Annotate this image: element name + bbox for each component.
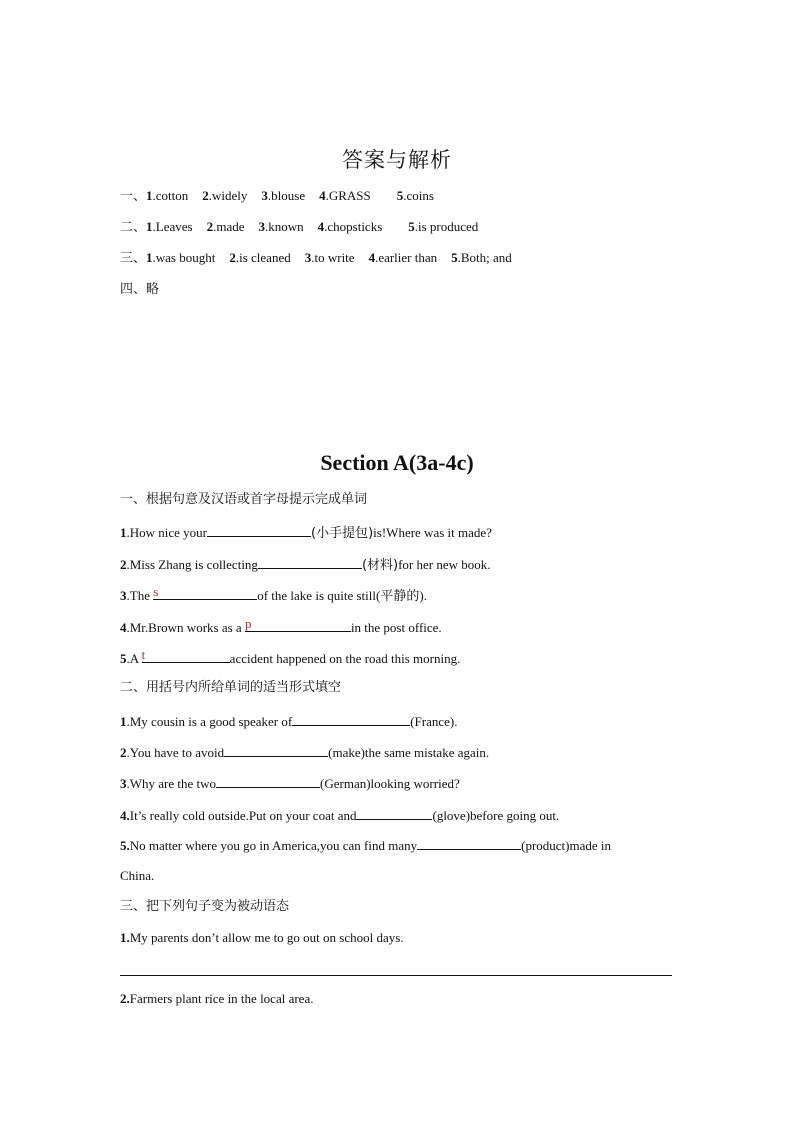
answer-text: .coins xyxy=(403,188,434,203)
part3-heading: 三、把下列句子变为被动语态 xyxy=(120,899,290,914)
question-text: .How nice your xyxy=(126,525,208,540)
answer-num: 2 xyxy=(206,219,214,234)
question-text: .You have to avoid xyxy=(126,745,225,760)
answer-num: 3 xyxy=(261,188,268,203)
question-p2-q2 xyxy=(120,743,489,761)
question-text: Farmers plant rice in the local area. xyxy=(129,991,314,1006)
answer-num: 4 xyxy=(319,188,326,203)
question-text: (German)looking worried? xyxy=(320,776,460,791)
question-number: 1. xyxy=(120,930,130,945)
question-number: 2 xyxy=(120,745,127,760)
answers-title: 答案与解析 xyxy=(342,148,452,172)
answer-num: 5 xyxy=(396,188,404,203)
answer-blank[interactable] xyxy=(292,712,410,726)
question-p2-q4 xyxy=(120,806,559,824)
answer-text: .blouse xyxy=(267,188,306,203)
question-p1-q2 xyxy=(120,555,491,574)
question-number: 2. xyxy=(120,991,130,1006)
initial-letter-hint: s xyxy=(153,584,159,599)
question-p1-q1 xyxy=(120,523,492,542)
question-number: 3 xyxy=(120,776,127,791)
answer-num: 3 xyxy=(258,219,265,234)
answer-text: .is produced xyxy=(414,219,479,234)
answer-num: 4 xyxy=(317,219,325,234)
answer-num: 3 xyxy=(304,250,312,265)
answer-line-4: 四、略 xyxy=(120,282,160,297)
answer-text: .earlier than xyxy=(375,250,438,265)
question-text: for her new book. xyxy=(398,557,491,572)
question-text: (make)the same mistake again. xyxy=(328,745,490,760)
question-text: is!Where was it made? xyxy=(373,525,492,540)
question-text: .My cousin is a good speaker of xyxy=(126,714,293,729)
answer-num: 1 xyxy=(146,219,153,234)
question-text: .The xyxy=(126,588,154,603)
question-text: .Why are the two xyxy=(126,776,217,791)
answer-blank[interactable] xyxy=(224,743,328,757)
answer-text: .GRASS xyxy=(325,188,371,203)
hint-text: (材料) xyxy=(361,558,399,573)
question-p2-q5 xyxy=(120,836,611,854)
part2-heading: 二、用括号内所给单词的适当形式填空 xyxy=(120,680,342,695)
question-text: It’s really cold outside.Put on your coat and xyxy=(129,808,357,823)
question-p3-q1 xyxy=(120,930,404,946)
answer-blank[interactable] xyxy=(207,523,311,537)
answer-num: 2 xyxy=(229,250,236,265)
answer-text: .Leaves xyxy=(152,219,193,234)
answer-text: .was bought xyxy=(152,250,216,265)
question-p2-q5-continued: China. xyxy=(120,868,155,883)
hint-text: (小手提包) xyxy=(311,526,374,541)
answer-text: .chopsticks xyxy=(324,219,383,234)
question-number: 1 xyxy=(120,714,127,729)
answer-num: 4 xyxy=(368,250,376,265)
question-p1-q5 xyxy=(120,649,460,667)
answer-section-label: 三、 xyxy=(120,251,147,266)
question-text: (product)made in xyxy=(521,838,611,853)
question-p3-q2 xyxy=(120,991,313,1007)
question-number: 1 xyxy=(120,525,127,540)
answer-num: 5 xyxy=(451,250,458,265)
question-text: No matter where you go in America,you can find many xyxy=(129,838,418,853)
question-number: 5. xyxy=(120,838,130,853)
section-title: Section A(3a-4c) xyxy=(320,450,474,475)
answer-blank[interactable] xyxy=(417,836,521,850)
question-number: 5 xyxy=(120,651,127,666)
question-text: .Miss Zhang is collecting xyxy=(126,557,258,572)
answer-num: 5 xyxy=(408,219,415,234)
answer-writing-line[interactable] xyxy=(120,975,672,976)
answer-line-1 xyxy=(120,188,434,205)
answer-blank[interactable] xyxy=(356,806,432,820)
answer-line-3 xyxy=(120,250,512,267)
question-text: (glove)before going out. xyxy=(432,808,560,823)
answer-text: .to write xyxy=(311,250,355,265)
question-p2-q1 xyxy=(120,712,458,730)
question-text: in the post office. xyxy=(350,620,442,635)
initial-letter-hint: t xyxy=(141,647,146,662)
question-text: ). xyxy=(419,588,427,603)
question-p2-q3 xyxy=(120,774,460,792)
answer-text: .Both; and xyxy=(457,250,512,265)
question-text: of the lake is quite still( xyxy=(257,588,381,603)
answer-blank[interactable] xyxy=(153,586,257,600)
question-p1-q4 xyxy=(120,618,442,636)
answer-num: 1 xyxy=(146,188,153,203)
part1-heading: 一、根据句意及汉语或首字母提示完成单词 xyxy=(120,492,368,507)
question-number: 3 xyxy=(120,588,127,603)
answer-blank[interactable] xyxy=(258,555,362,569)
question-text: My parents don’t allow me to go out on school days. xyxy=(129,930,404,945)
answer-blank[interactable] xyxy=(142,649,230,663)
answer-text: .made xyxy=(213,219,245,234)
answer-section-label: 二、 xyxy=(120,220,147,235)
question-text: accident happened on the road this morning. xyxy=(229,651,461,666)
question-p1-q3 xyxy=(120,586,427,605)
hint-text: 平静的 xyxy=(380,589,420,604)
question-text: .Mr.Brown works as a xyxy=(126,620,245,635)
answer-section-label: 一、 xyxy=(120,189,147,204)
question-text: (France). xyxy=(410,714,458,729)
question-number: 2 xyxy=(120,557,127,572)
question-number: 4 xyxy=(120,620,127,635)
question-number: 4. xyxy=(120,808,130,823)
answer-text: .cotton xyxy=(152,188,189,203)
answer-blank[interactable] xyxy=(216,774,320,788)
answer-text: .widely xyxy=(208,188,248,203)
answer-text: .known xyxy=(264,219,304,234)
answer-num: 1 xyxy=(146,250,153,265)
question-text: .A xyxy=(126,651,142,666)
answer-line-2 xyxy=(120,219,478,236)
answer-blank[interactable] xyxy=(245,618,351,632)
answer-text: .is cleaned xyxy=(235,250,291,265)
initial-letter-hint: p xyxy=(244,616,252,631)
answer-num: 2 xyxy=(202,188,209,203)
